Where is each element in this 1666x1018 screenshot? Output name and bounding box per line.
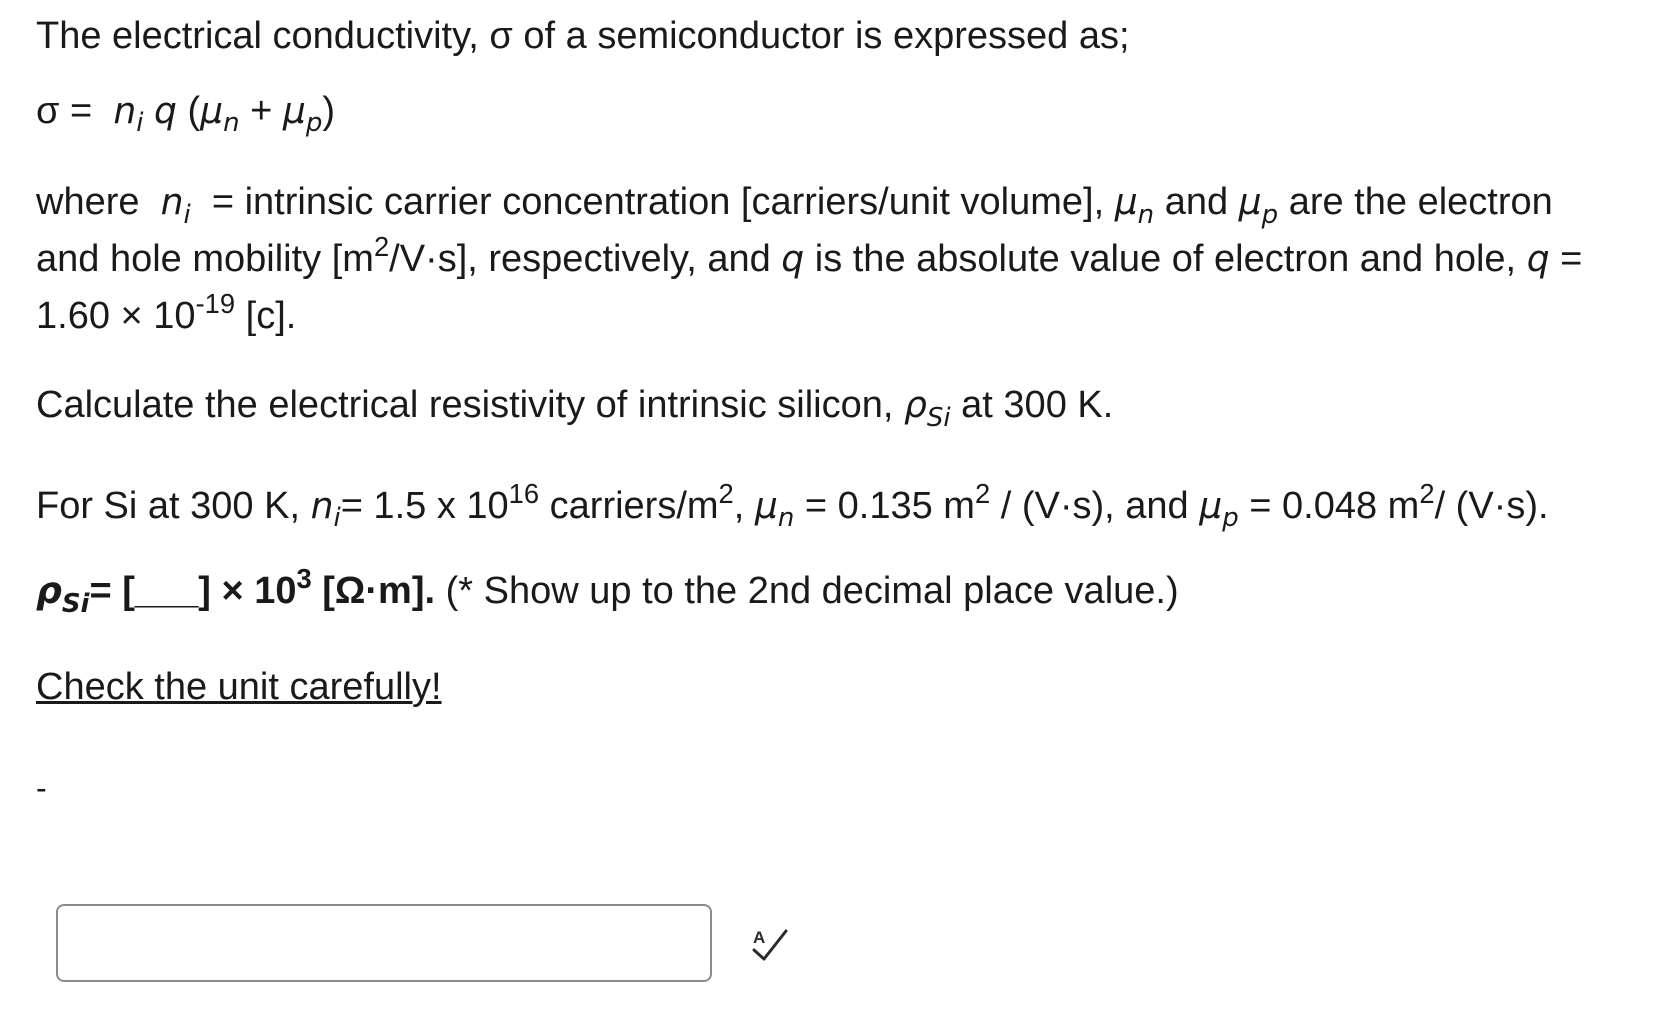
given-ni-unit: carriers/m	[549, 484, 719, 527]
formula-n-sub: i	[136, 108, 144, 139]
formula-close-paren: )	[322, 90, 336, 133]
svg-text:A: A	[753, 928, 766, 947]
formula-mu-n-sub: n	[223, 108, 240, 139]
formula-open-paren: (	[187, 90, 201, 133]
answer-format-line	[36, 565, 1596, 618]
given-ni-unit-sup: 2	[718, 477, 734, 509]
given-mu-n-sup: 2	[974, 477, 991, 509]
answer-exponent: 3	[296, 563, 312, 595]
question-body	[36, 10, 1596, 811]
where-sup-2: 2	[373, 231, 390, 263]
where-and: and	[1164, 181, 1229, 224]
calculate-prompt	[36, 379, 1596, 432]
answer-blank: = [___] × 10	[89, 570, 297, 613]
where-q-value: = 1.60 × 10	[36, 238, 1583, 338]
where-mu-n: μ	[1114, 181, 1138, 224]
formula-plus: +	[250, 90, 273, 133]
formula-mu-p: μ	[282, 90, 306, 133]
where-n: n	[160, 181, 184, 224]
answer-rho-sub: Si	[61, 588, 90, 619]
formula-q: q	[154, 90, 177, 133]
given-intro: For Si at 300 K,	[36, 484, 301, 527]
given-mu-p: μ	[1199, 484, 1223, 527]
where-mu-p-sub: p	[1261, 199, 1279, 230]
where-definitions	[36, 174, 1596, 345]
given-n: n	[310, 484, 334, 527]
where-unit-text: /V·s], respectively, and	[389, 238, 771, 281]
given-mu-n-unit: / (V·s), and	[1000, 484, 1189, 527]
formula-n: n	[113, 90, 137, 133]
intro-text: The electrical conductivity, σ of a semiconductor is expressed as;	[36, 15, 1130, 57]
where-mu-p: μ	[1238, 181, 1262, 224]
answer-instruction: (* Show up to the 2nd decimal place value.)	[445, 570, 1179, 613]
formula-mu-n: μ	[200, 90, 224, 133]
where-q: q	[781, 238, 805, 281]
given-mu-n-sub: n	[777, 502, 795, 533]
calc-rho-sub: Si	[926, 402, 951, 433]
given-ni-value: = 1.5 x 10	[340, 484, 509, 527]
where-q-unit: [c].	[245, 295, 297, 338]
given-mu-n: μ	[754, 484, 778, 527]
where-q-exponent: -19	[195, 288, 236, 320]
check-unit-note: Check the unit carefully!	[36, 665, 442, 708]
given-comma: ,	[733, 484, 745, 527]
given-mu-p-unit: / (V·s).	[1434, 484, 1549, 527]
answer-input[interactable]	[56, 904, 712, 982]
answer-row	[56, 904, 790, 982]
where-mobility-text: are the electron and hole mobility [m	[36, 181, 1553, 281]
given-n-sub: i	[333, 502, 341, 533]
given-ni-exponent: 16	[508, 477, 540, 509]
where-word: where	[36, 181, 140, 224]
where-mu-n-sub: n	[1137, 199, 1155, 230]
formula-mu-p-sub: p	[305, 108, 323, 139]
calc-rho: ρ	[903, 384, 927, 427]
where-q-value-symbol: q	[1526, 238, 1550, 281]
where-n-sub: i	[183, 199, 191, 230]
given-values	[36, 477, 1596, 536]
formula-lhs: σ =	[36, 90, 93, 133]
given-mu-n-value: = 0.135 m	[804, 484, 975, 527]
given-mu-p-sub: p	[1222, 502, 1239, 533]
dash-marker: -	[36, 769, 47, 806]
spellcheck-icon[interactable]	[750, 923, 790, 963]
calc-text: Calculate the electrical resistivity of intrinsic silicon,	[36, 384, 894, 427]
answer-unit: [Ω·m].	[322, 570, 436, 613]
where-q-definition: is the absolute value of electron and hole,	[814, 238, 1517, 281]
calc-temperature: at 300 K.	[961, 384, 1114, 427]
answer-rho: ρ	[36, 570, 62, 613]
given-mu-p-sup: 2	[1419, 477, 1435, 509]
given-mu-p-value: = 0.048 m	[1249, 484, 1420, 527]
conductivity-formula	[36, 85, 1596, 138]
where-ni-definition: = intrinsic carrier concentration [carriers/unit volume],	[211, 181, 1105, 224]
